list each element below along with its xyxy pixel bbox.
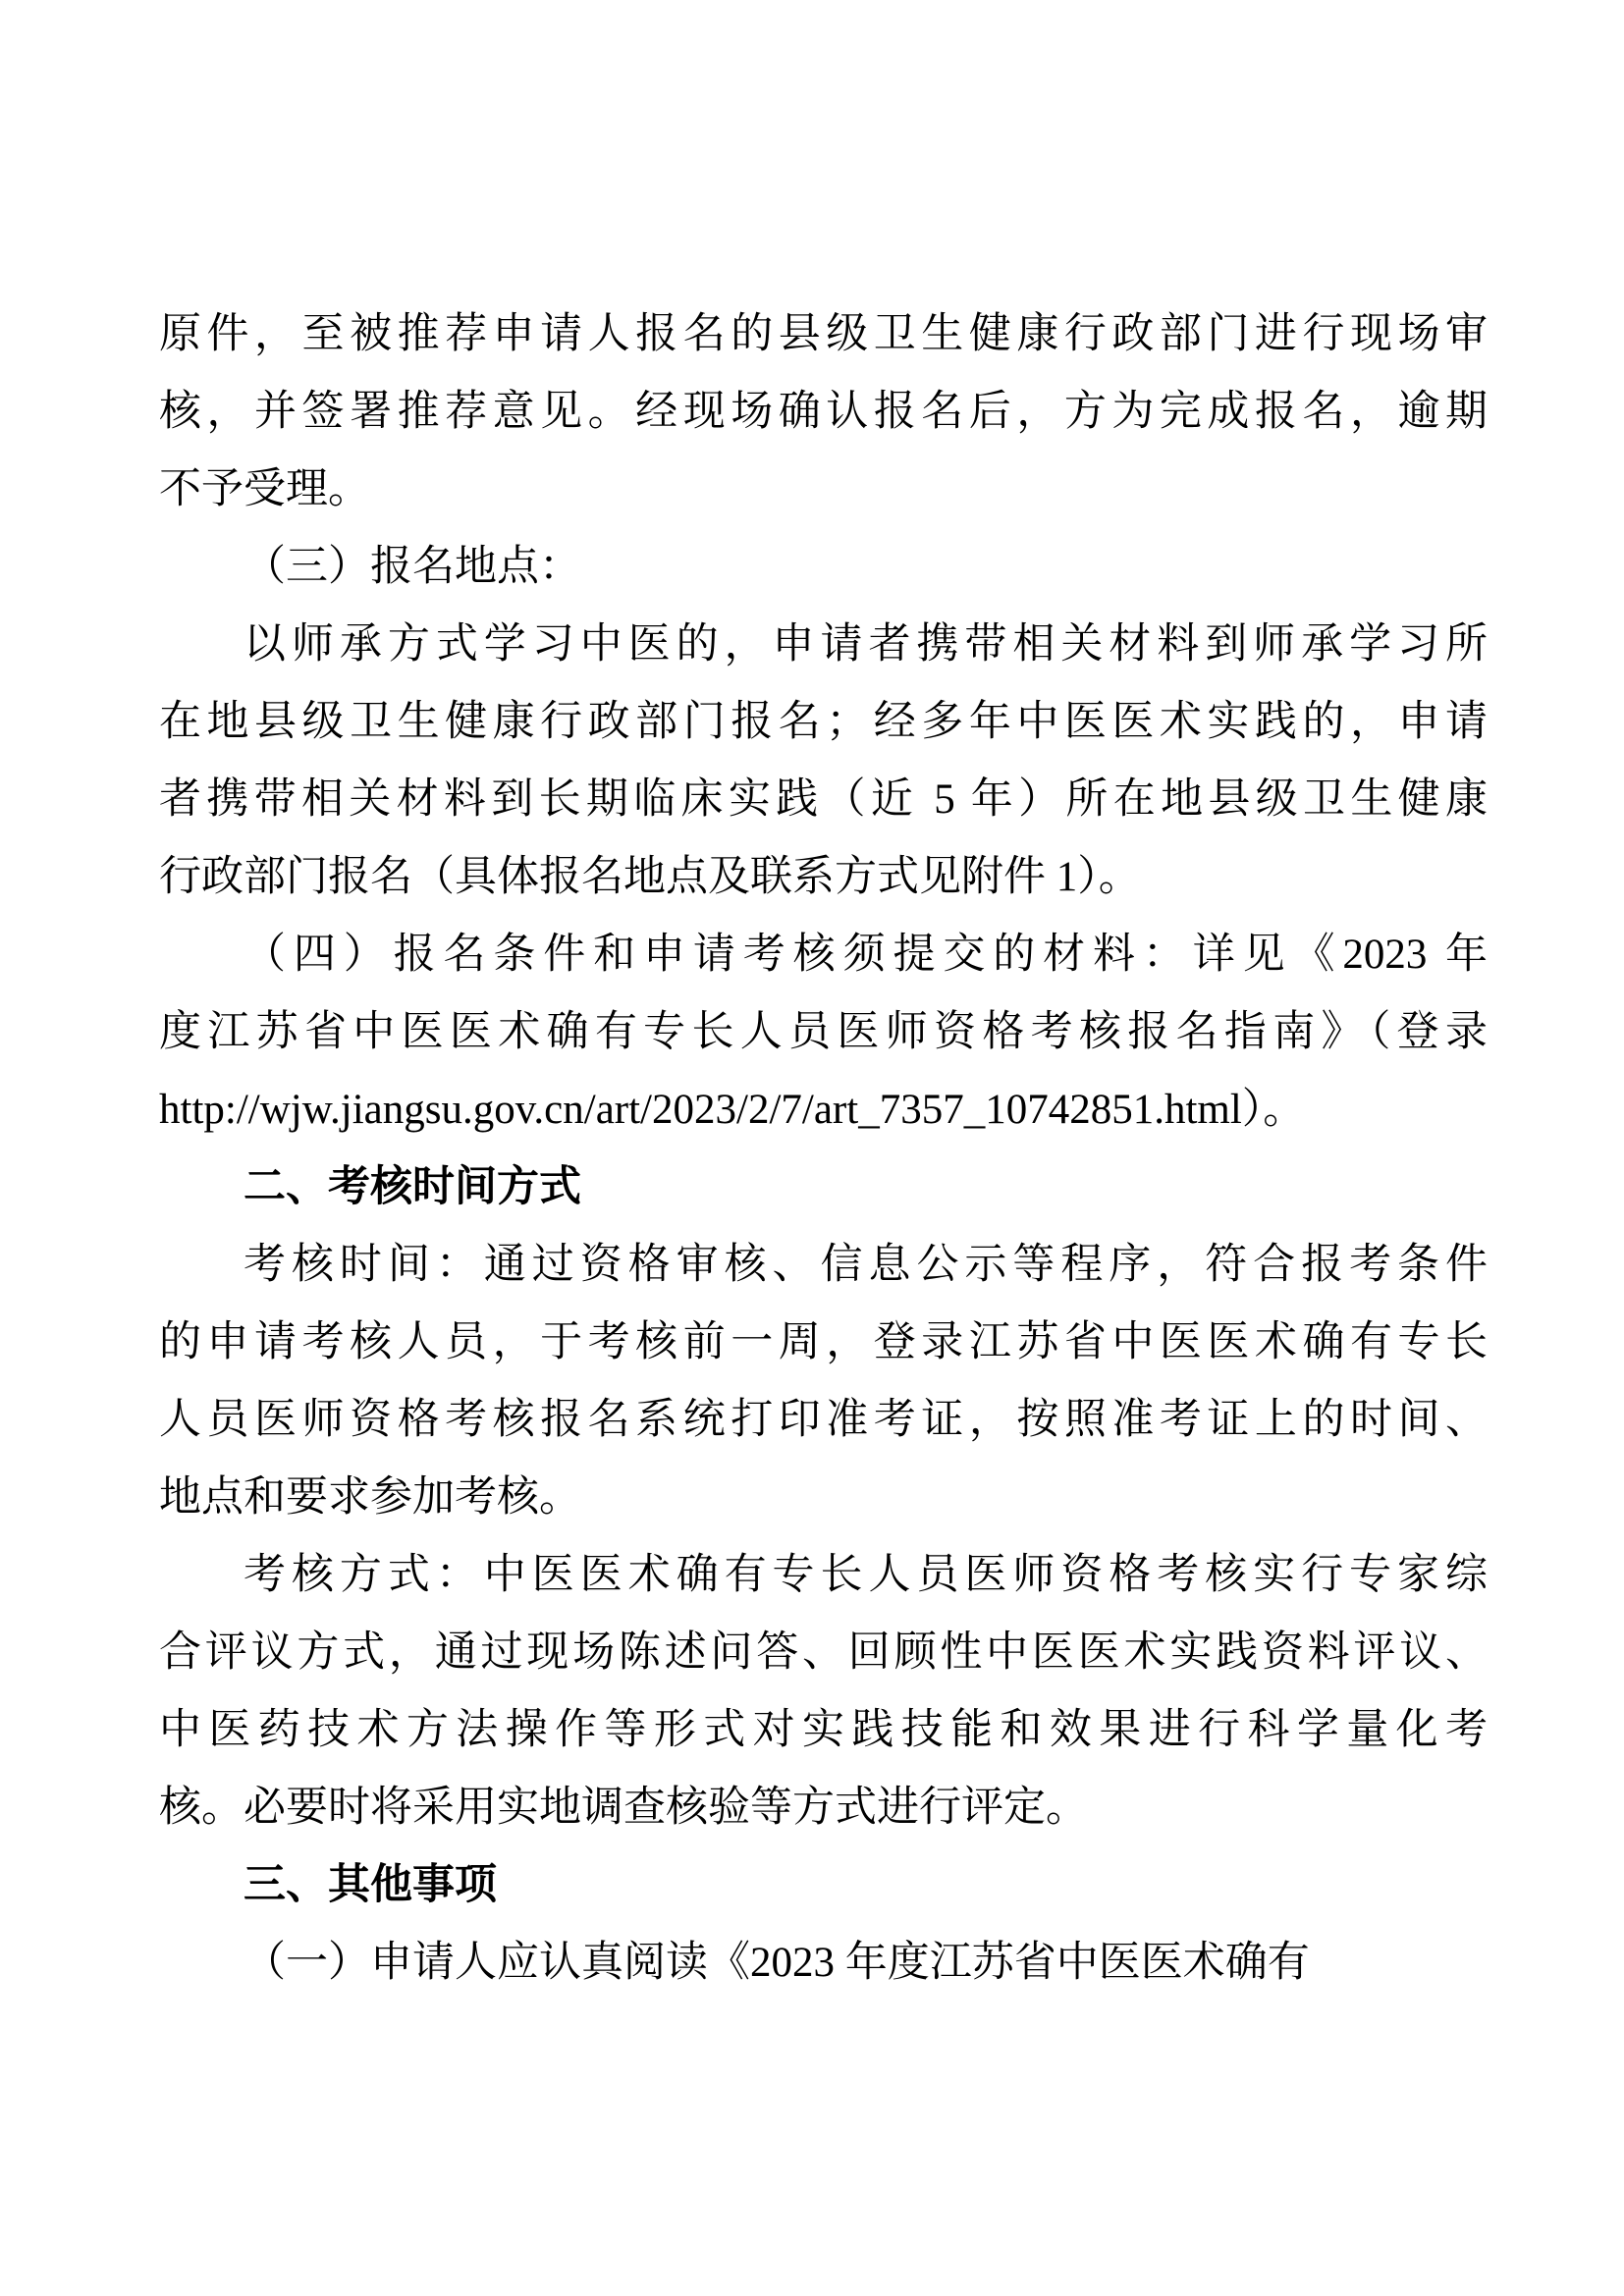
text-line: 行政部门报名（具体报名地点及联系方式见附件 1）。 — [159, 854, 1141, 900]
text-line: 考核时间：通过资格审核、信息公示等程序，符合报考条件 — [244, 1242, 1488, 1288]
text-line: 地点和要求参加考核。 — [159, 1474, 581, 1521]
text-line: 的申请考核人员，于考核前一周，登录江苏省中医医术确有专长 — [159, 1319, 1488, 1365]
text-line: （四）报名条件和申请考核须提交的材料：详见《2023 年 — [244, 932, 1488, 978]
text-line: （一）申请人应认真阅读《2023 年度江苏省中医医术确有 — [244, 1940, 1310, 1986]
text-line: 在地县级卫生健康行政部门报名；经多年中医医术实践的，申请 — [159, 699, 1488, 745]
text-line: 合评议方式，通过现场陈述问答、回顾性中医医术实践资料评议、 — [159, 1629, 1488, 1676]
document-url: http://wjw.jiangsu.gov.cn/art/2023/2/7/art_7357_10742851.html）。 — [159, 1087, 1306, 1133]
text-line: 中医药技术方法操作等形式对实践技能和效果进行科学量化考 — [159, 1707, 1488, 1753]
text-line: 者携带相关材料到长期临床实践（近 5 年）所在地县级卫生健康 — [159, 776, 1488, 823]
subsection-heading-3: （三）报名地点： — [244, 544, 581, 590]
text-line: 以师承方式学习中医的，申请者携带相关材料到师承学习所 — [244, 621, 1488, 667]
text-line: 核。必要时将采用实地调查核验等方式进行评定。 — [159, 1785, 1088, 1831]
text-line: 原件，至被推荐申请人报名的县级卫生健康行政部门进行现场审 — [159, 311, 1488, 357]
text-line: 不予受理。 — [159, 466, 370, 512]
text-line: 度江苏省中医医术确有专长人员医师资格考核报名指南》（登录 — [159, 1009, 1488, 1055]
text-line: 核，并签署推荐意见。经现场确认报名后，方为完成报名，逾期 — [159, 389, 1488, 435]
section-heading-3: 三、其他事项 — [244, 1861, 497, 1908]
document-body — [159, 295, 1488, 2002]
section-heading-2: 二、考核时间方式 — [244, 1163, 581, 1210]
text-line: 考核方式：中医医术确有专长人员医师资格考核实行专家综 — [244, 1552, 1488, 1598]
text-line: 人员医师资格考核报名系统打印准考证，按照准考证上的时间、 — [159, 1397, 1488, 1443]
